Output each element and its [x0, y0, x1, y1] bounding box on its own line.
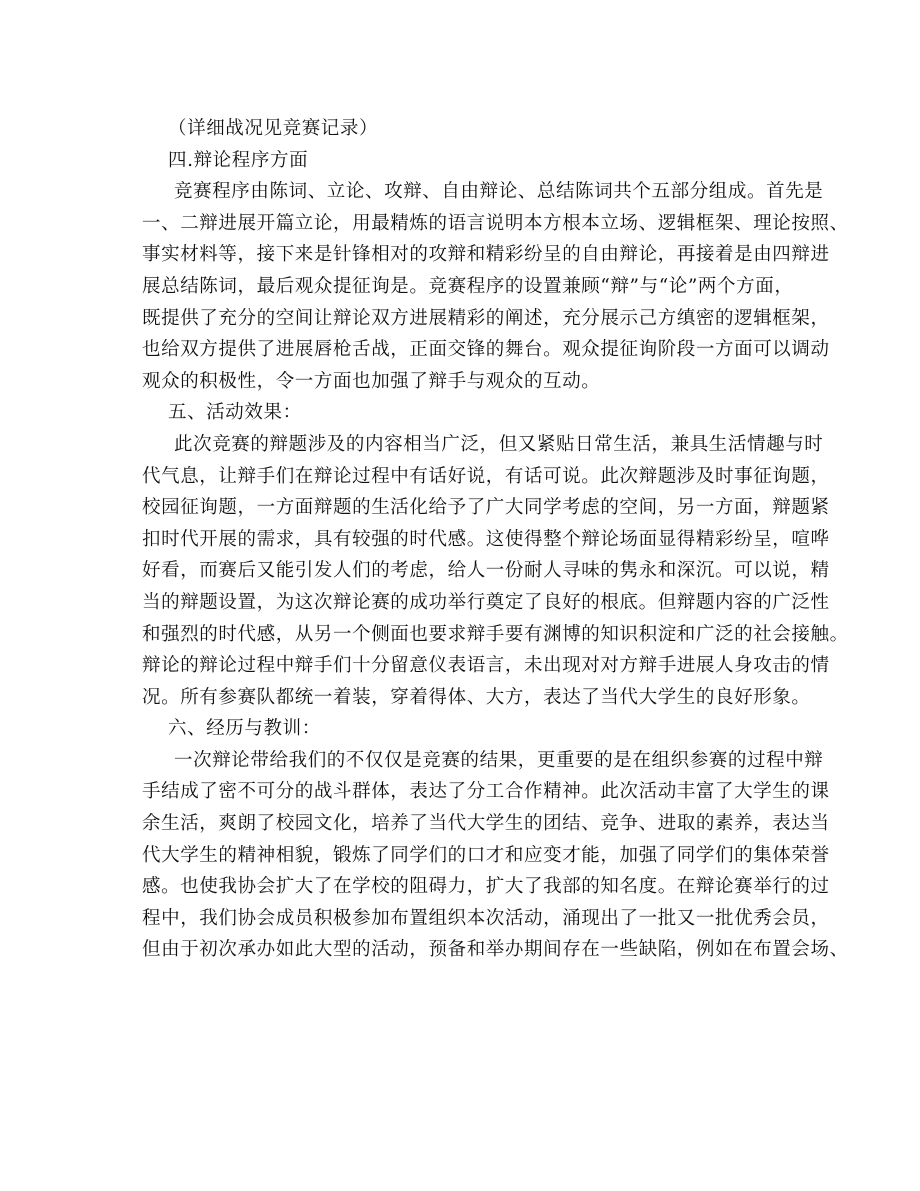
text-line: 竞赛程序由陈词、立论、攻辩、自由辩论、总结陈词共个五部分组成。首先是 — [174, 181, 824, 203]
text-line: 代大学生的精神相貌，锻炼了同学们的口才和应变才能，加强了同学们的集体荣誉 — [142, 844, 830, 866]
text-line: 手结成了密不可分的战斗群体，表达了分工合作精神。此次活动丰富了大学生的课 — [142, 781, 830, 803]
document-body — [142, 113, 849, 966]
text-line: 和强烈的时代感，从另一个侧面也要求辩手要有渊博的知识积淀和广泛的社会接触。 — [142, 623, 849, 645]
text-line: 既提供了充分的空间让辩论双方进展精彩的阐述，充分展示己方缜密的逻辑框架， — [142, 307, 830, 329]
text-line: 代气息，让辩手们在辩论过程中有话好说，有话可说。此次辩题涉及时事征询题， — [142, 465, 830, 487]
text-line: 一次辩论带给我们的不仅仅是竞赛的结果，更重要的是在组织参赛的过程中辩 — [174, 749, 824, 771]
text-line: 也给双方提供了进展唇枪舌战，正面交锋的舞台。观众提征询阶段一方面可以调动 — [142, 339, 830, 361]
paragraph-procedure — [142, 176, 849, 397]
paragraph-lessons — [142, 745, 849, 966]
text-line: （详细战况见竞赛记录） — [168, 118, 379, 139]
text-line: 但由于初次承办如此大型的活动，预备和举办期间存在一些缺陷，例如在布置会场、 — [142, 939, 849, 961]
section-heading: 五、活动效果： — [168, 402, 302, 424]
text-line: 况。所有参赛队都统一着装，穿着得体、大方，表达了当代大学生的良好形象。 — [142, 686, 811, 708]
text-line: 事实材料等，接下来是针锋相对的攻辩和精彩纷呈的自由辩论，再接着是由四辩进 — [142, 244, 830, 266]
section-heading: 六、经历与教训： — [168, 718, 321, 740]
text-line: 此次竞赛的辩题涉及的内容相当广泛，但又紧贴日常生活，兼具生活情趣与时 — [174, 433, 824, 455]
text-line: 一、二辩进展开篇立论，用最精炼的语言说明本方根本立场、逻辑框架、理论按照、 — [142, 212, 849, 234]
text-line: 程中，我们协会成员积极参加布置组织本次活动，涌现出了一批又一批优秀会员， — [142, 907, 830, 929]
text-line: 辩论的辩论过程中辩手们十分留意仪表语言，未出现对对方辩手进展人身攻击的情 — [142, 655, 830, 677]
text-line: 校园征询题，一方面辩题的生活化给予了广大同学考虑的空间，另一方面，辩题紧 — [142, 497, 830, 519]
section-heading: 四.辩论程序方面 — [168, 149, 309, 171]
text-line: 扣时代开展的需求，具有较强的时代感。这使得整个辩论场面显得精彩纷呈，喧哗 — [142, 528, 830, 550]
text-line: 观众的积极性，令一方面也加强了辩手与观众的互动。 — [142, 370, 601, 392]
text-line: 当的辩题设置，为这次辩论赛的成功举行奠定了良好的根底。但辩题内容的广泛性 — [142, 591, 830, 613]
text-line: 感。也使我协会扩大了在学校的阻碍力，扩大了我部的知名度。在辩论赛举行的过 — [142, 876, 830, 898]
paragraph-effect — [142, 429, 849, 713]
text-line: 展总结陈词，最后观众提征询是。竞赛程序的设置兼顾“辩”与“论”两个方面， — [142, 275, 794, 297]
text-line: 好看，而赛后又能引发人们的考虑，给人一份耐人寻味的隽永和深沉。可以说，精 — [142, 560, 830, 582]
text-line: 余生活，爽朗了校园文化，培养了当代大学生的团结、竞争、进取的素养，表达当 — [142, 813, 830, 835]
